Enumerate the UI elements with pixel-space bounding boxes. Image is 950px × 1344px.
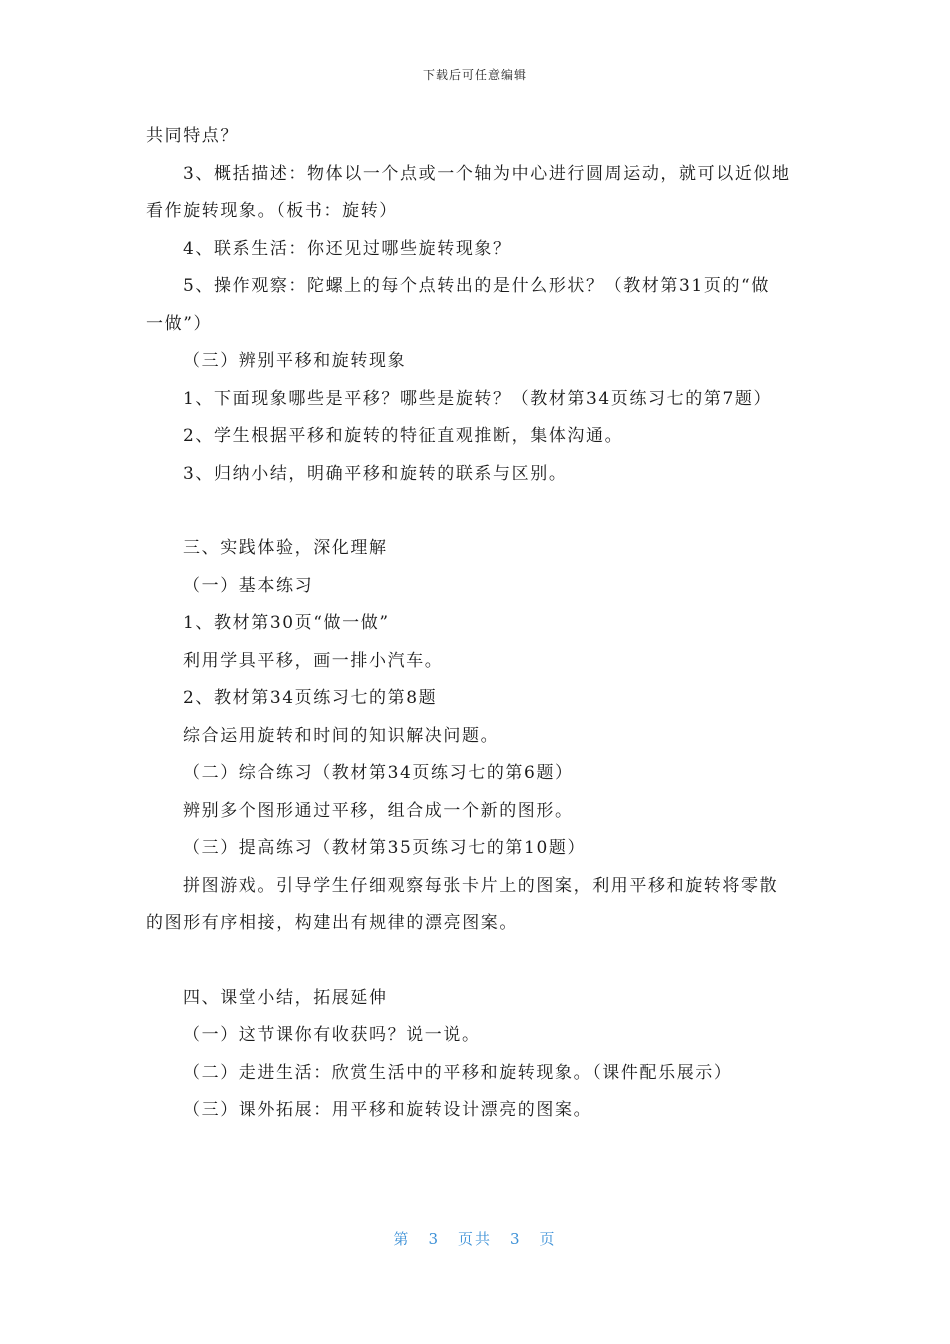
footer-label-page: 第 (393, 1230, 411, 1248)
page-header-note: 下载后可任意编辑 (422, 68, 527, 82)
section-heading: 三、实践体验，深化理解 (183, 538, 388, 558)
body-line: 3、概括描述：物体以一个点或一个轴为中心进行圆周运动，就可以近似地 (183, 163, 791, 184)
section-subheading: （一）基本练习 (183, 575, 314, 596)
body-line: 一做”） (146, 313, 213, 334)
body-line: （一）这节课你有收获吗？说一说。 (183, 1025, 481, 1045)
footer-label-end: 页 (539, 1230, 557, 1248)
paragraph-gap (146, 493, 806, 530)
body-line: 辨别多个图形通过平移，组合成一个新的图形。 (183, 800, 574, 821)
body-line: （三）课外拓展：用平移和旋转设计漂亮的图案。 (183, 1100, 593, 1120)
body-line: 1、教材第30页“做一做” (183, 613, 390, 633)
page-footer (0, 1228, 950, 1249)
section-subheading: （二）综合练习（教材第34页练习七的第6题） (183, 763, 574, 783)
body-line: 利用学具平移，画一排小汽车。 (183, 650, 444, 671)
paragraph-gap (146, 943, 806, 980)
section-subheading: （三）提高练习（教材第35页练习七的第10题） (183, 838, 587, 858)
body-line: 综合运用旋转和时间的知识解决问题。 (183, 725, 500, 746)
body-line: 2、学生根据平移和旋转的特征直观推断，集体沟通。 (183, 426, 624, 446)
body-line: 共同特点？ (146, 126, 239, 146)
section-heading: 四、课堂小结，拓展延伸 (183, 987, 388, 1008)
body-line: 看作旋转现象。（板书：旋转） (146, 201, 398, 221)
body-line: 拼图游戏。引导学生仔细观察每张卡片上的图案，利用平移和旋转将零散 (183, 875, 779, 896)
document-body (146, 118, 806, 1130)
body-line: （二）走进生活：欣赏生活中的平移和旋转现象。（课件配乐展示） (183, 1062, 733, 1083)
body-line: 2、教材第34页练习七的第8题 (183, 688, 438, 708)
footer-current-page: 3 (428, 1230, 440, 1248)
footer-total-pages: 3 (510, 1230, 522, 1248)
body-line: 3、归纳小结，明确平移和旋转的联系与区别。 (183, 463, 568, 484)
body-line: 5、操作观察：陀螺上的每个点转出的是什么形状？（教材第31页的“做 (183, 276, 770, 296)
body-line: 1、下面现象哪些是平移？哪些是旋转？（教材第34页练习七的第7题） (183, 388, 773, 409)
body-line: 的图形有序相接，构建出有规律的漂亮图案。 (146, 913, 518, 933)
footer-label-total: 页共 (457, 1230, 492, 1248)
body-line: 4、联系生活：你还见过哪些旋转现象？ (183, 238, 512, 259)
section-subheading: （三）辨别平移和旋转现象 (183, 351, 407, 371)
